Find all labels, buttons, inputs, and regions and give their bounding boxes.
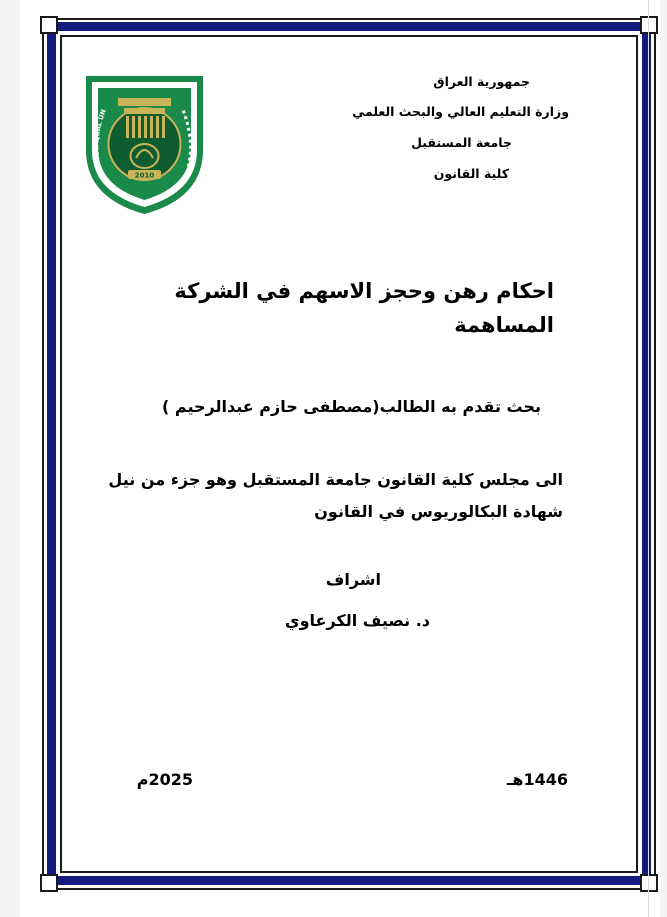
university-logo-graphic <box>82 58 207 216</box>
submission-line2: شهادة البكالوريوس في القانون <box>314 502 563 521</box>
border-corner-top-right <box>640 16 658 34</box>
header-ministry: وزارة التعليم العالي والبحث العلمي <box>352 104 569 119</box>
thesis-title-line2: المساهمة <box>454 313 554 337</box>
supervision-label: اشراف <box>325 570 381 589</box>
header-college: كلية القانون <box>433 166 509 181</box>
date-gregorian: 2025م <box>136 770 193 789</box>
supervisor-name: د. نصيف الكرعاوي <box>284 611 430 630</box>
university-logo <box>82 58 207 216</box>
student-line: بحث تقدم به الطالب(مصطفى حازم عبدالرحيم ) <box>162 397 541 416</box>
header-university: جامعة المستقبل <box>411 135 512 150</box>
border-corner-bottom-right <box>640 874 658 892</box>
page-margin-line <box>648 0 649 917</box>
header-country: جمهورية العراق <box>433 74 530 89</box>
border-corner-top-left <box>40 16 58 34</box>
border-corner-bottom-left <box>40 874 58 892</box>
date-hijri: 1446هـ <box>506 770 568 789</box>
logo-university-name: AL MUSTAQBAL UN <box>92 108 108 180</box>
logo-year: 2010 <box>134 171 155 180</box>
submission-line1: الى مجلس كلية القانون جامعة المستقبل وهو جزء من نيل <box>108 470 563 489</box>
thesis-title-line1: احكام رهن وحجز الاسهم في الشركة <box>174 279 554 303</box>
